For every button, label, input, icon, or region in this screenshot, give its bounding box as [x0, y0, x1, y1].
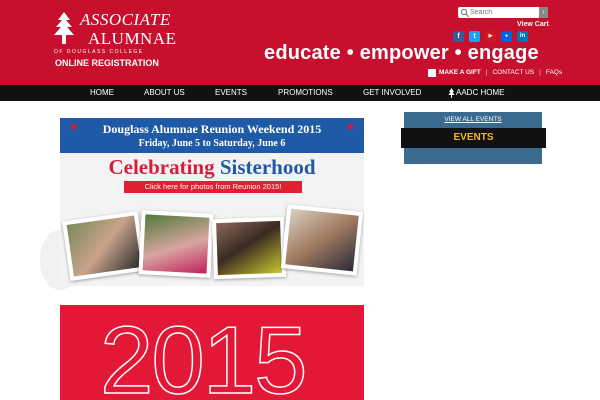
utility-links — [428, 68, 562, 76]
gift-icon — [428, 69, 436, 77]
star-icon: ✱ — [70, 122, 78, 132]
nav-item-get-involved[interactable]: GET INVOLVED — [363, 88, 422, 97]
logo-word-alumnae: ALUMNAE — [88, 29, 177, 48]
reunion-photo — [62, 211, 146, 281]
events-heading[interactable]: EVENTS — [401, 128, 546, 148]
reunion-photos-button[interactable]: Click here for photos from Reunion 2015! — [124, 181, 302, 193]
year-text: 2015 — [100, 307, 306, 400]
nav-item-events[interactable]: EVENTS — [215, 88, 248, 97]
logo-subtitle: OF DOUGLASS COLLEGE — [54, 49, 144, 55]
search-box — [458, 7, 548, 18]
banner-header — [60, 118, 364, 153]
twitter-icon[interactable]: t — [469, 31, 480, 42]
logo-word-associate: ASSOCIATE — [80, 10, 171, 29]
view-all-events-link[interactable]: VIEW ALL EVENTS — [444, 116, 502, 123]
social-links — [453, 31, 528, 42]
logo[interactable] — [50, 8, 177, 70]
faqs-link[interactable]: FAQs — [545, 68, 563, 76]
make-a-gift-link[interactable]: MAKE A GIFT — [439, 68, 481, 76]
banner-dates: Friday, June 5 to Saturday, June 6 — [138, 138, 286, 149]
nav-item-promotions[interactable]: PROMOTIONS — [278, 88, 333, 97]
reunion-photo — [281, 204, 363, 276]
heading-word-celebrating: Celebrating — [108, 155, 215, 179]
nav-item-about-us[interactable]: ABOUT US — [144, 88, 185, 97]
youtube-icon[interactable]: ▶ — [485, 31, 496, 42]
site-header — [0, 0, 600, 85]
nav-item-aadc-home[interactable]: AADC HOME — [456, 88, 505, 97]
online-registration-label: ONLINE REGISTRATION — [55, 58, 159, 68]
reunion-photo — [212, 217, 286, 279]
nav-item-home[interactable]: HOME — [90, 88, 114, 97]
heading-word-sisterhood: Sisterhood — [219, 155, 316, 179]
tree-icon — [448, 88, 455, 98]
main-nav — [0, 85, 600, 101]
tree-icon — [50, 10, 78, 48]
reunion-photo — [138, 210, 213, 278]
search-button[interactable]: › — [539, 7, 548, 18]
linkedin-icon[interactable]: in — [517, 31, 528, 42]
divider: | — [539, 68, 541, 76]
banner-title: Douglass Alumnae Reunion Weekend 2015 — [102, 122, 322, 136]
search-input[interactable] — [470, 8, 540, 18]
tagline: educate • empower • engage — [264, 42, 539, 64]
view-cart-link[interactable]: View Cart — [517, 21, 549, 28]
banner-heading — [60, 155, 364, 180]
search-icon — [460, 8, 470, 18]
divider: | — [485, 68, 488, 76]
flickr-icon[interactable]: ● — [501, 31, 512, 42]
facebook-icon[interactable]: f — [453, 31, 464, 42]
year-graphic — [60, 305, 364, 400]
reunion-banner[interactable] — [60, 118, 364, 286]
star-icon: ✱ — [346, 122, 354, 132]
contact-us-link[interactable]: CONTACT US — [492, 68, 535, 76]
